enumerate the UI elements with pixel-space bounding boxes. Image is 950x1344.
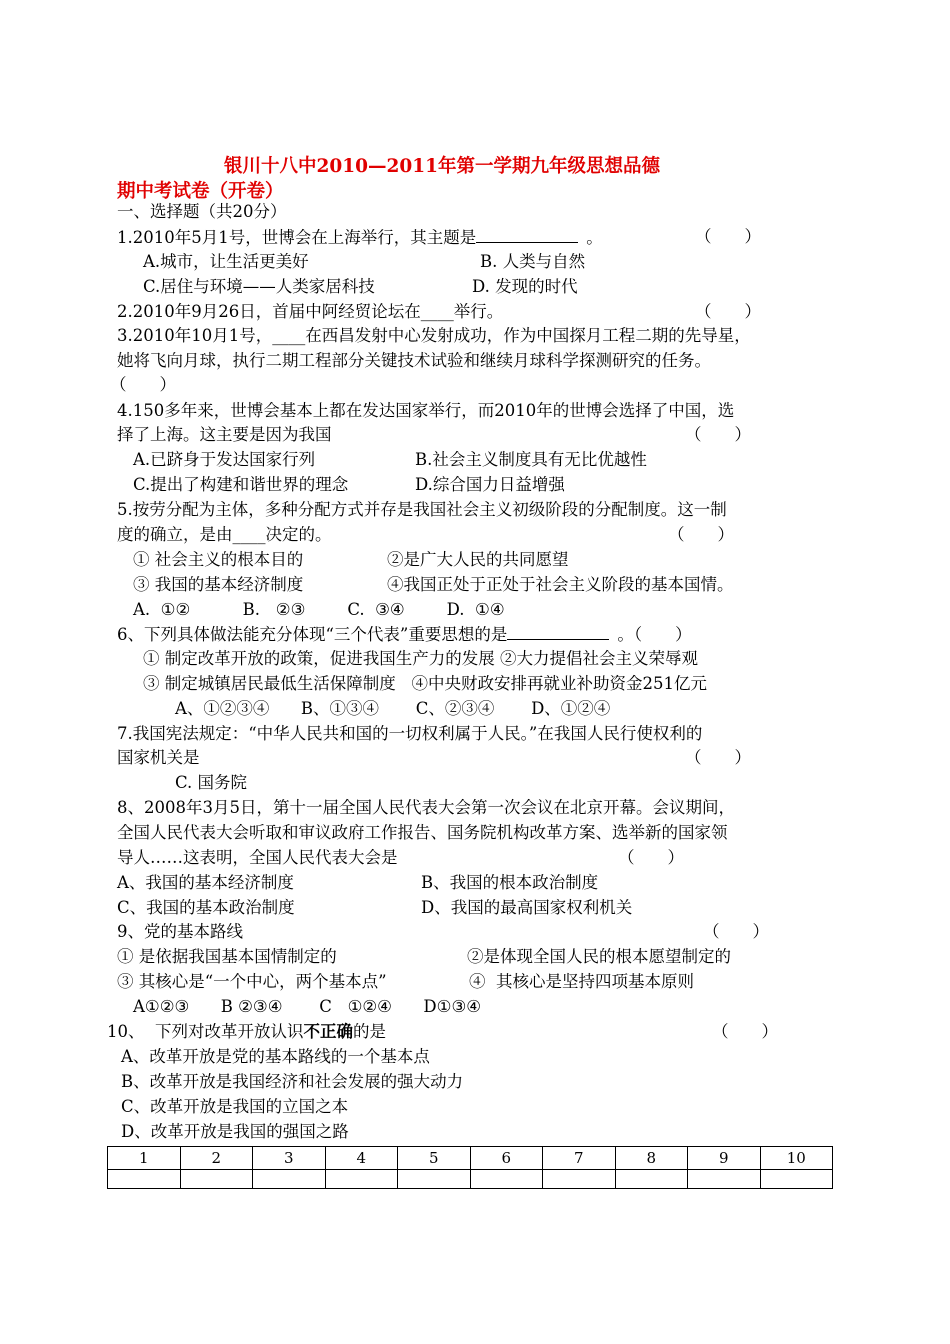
question-1-end: 。 bbox=[586, 228, 603, 247]
question-3-line2: 她将飞向月球，执行二期工程部分关键技术试验和继续月球科学探测研究的任务。 bbox=[117, 351, 711, 370]
q10-option-a: A、改革开放是党的基本路线的一个基本点 bbox=[121, 1047, 430, 1066]
question-3-line1: 3.2010年10月1号，____在西昌发射中心发射成功，作为中国探月工程二期的先导星， bbox=[117, 326, 751, 345]
q6-statement-3-4: ③ 制定城镇居民最低生活保障制度 ④中央财政安排再就业补助资金251亿元 bbox=[143, 674, 707, 693]
q9-statement-2: ②是体现全国人民的根本愿望制定的 bbox=[467, 947, 731, 966]
q4-option-d: D.综合国力日益增强 bbox=[415, 475, 565, 494]
question-8-line1: 8、2008年3月5日，第十一届全国人民代表大会第一次会议在北京开幕。会议期间， bbox=[117, 798, 735, 817]
answer-paren-1: （ ） bbox=[695, 227, 761, 246]
answer-paren-7: （ ） bbox=[685, 748, 751, 767]
answer-cell[interactable] bbox=[615, 1170, 688, 1189]
answer-table-header: 4 bbox=[325, 1147, 398, 1170]
q9-statement-1: ① 是依据我国基本国情制定的 bbox=[117, 947, 337, 966]
section-heading: 一、选择题（共20分） bbox=[117, 202, 287, 221]
answer-cell[interactable] bbox=[688, 1170, 761, 1189]
answer-cell[interactable] bbox=[760, 1170, 833, 1189]
q9-statement-3: ③ 其核心是“一个中心，两个基本点” bbox=[117, 972, 387, 991]
q1-option-d: D. 发现的时代 bbox=[472, 277, 578, 296]
answer-cell[interactable] bbox=[398, 1170, 471, 1189]
answer-blank bbox=[476, 226, 578, 243]
answer-table-header: 6 bbox=[470, 1147, 543, 1170]
q4-option-a: A.已跻身于发达国家行列 bbox=[133, 450, 316, 469]
answer-cell[interactable] bbox=[108, 1170, 181, 1189]
answer-paren-8: （ ） bbox=[618, 848, 684, 867]
answer-paren-2: （ ） bbox=[695, 302, 761, 321]
answer-cell[interactable] bbox=[325, 1170, 398, 1189]
question-1 bbox=[117, 226, 603, 249]
question-7-line1: 7.我国宪法规定：“中华人民共和国的一切权利属于人民。”在我国人民行使权利的 bbox=[117, 724, 703, 743]
q8-option-d: D、我国的最高国家权利机关 bbox=[421, 898, 633, 917]
answer-table-header: 9 bbox=[688, 1147, 761, 1170]
answer-cell[interactable] bbox=[180, 1170, 253, 1189]
question-8-line2: 全国人民代表大会听取和审议政府工作报告、国务院机构改革方案、选举新的国家领 bbox=[117, 823, 728, 842]
q5-statement-3: ③ 我国的基本经济制度 bbox=[133, 575, 304, 594]
q1-option-a: A.城市，让生活更美好 bbox=[143, 252, 309, 271]
answer-table-header: 8 bbox=[615, 1147, 688, 1170]
q1-option-b: B. 人类与自然 bbox=[480, 252, 586, 271]
answer-table-header: 3 bbox=[253, 1147, 326, 1170]
question-7-line2: 国家机关是 bbox=[117, 748, 200, 767]
answer-table bbox=[107, 1146, 833, 1189]
q10-option-b: B、改革开放是我国经济和社会发展的强大动力 bbox=[121, 1072, 464, 1091]
q4-option-b: B.社会主义制度具有无比优越性 bbox=[415, 450, 647, 469]
q6-answer-options: A、①②③④ B、①③④ C、②③④ D、①②④ bbox=[175, 699, 611, 718]
question-9: 9、党的基本路线 bbox=[117, 922, 243, 941]
question-10 bbox=[107, 1021, 386, 1043]
question-10-text: 10、 下列对改革开放认识 bbox=[107, 1022, 304, 1041]
q10-option-c: C、改革开放是我国的立国之本 bbox=[121, 1097, 349, 1116]
answer-paren-4: （ ） bbox=[685, 425, 751, 444]
answer-blank bbox=[507, 623, 609, 640]
answer-cell[interactable] bbox=[470, 1170, 543, 1189]
question-8-line3: 导人……这表明，全国人民代表大会是 bbox=[117, 848, 398, 867]
answer-table-header: 10 bbox=[760, 1147, 833, 1170]
q9-answer-options: A①②③ B ②③④ C ①②④ D①③④ bbox=[133, 997, 482, 1016]
answer-paren-3: （ ） bbox=[110, 375, 176, 394]
q8-option-c: C、我国的基本政治制度 bbox=[117, 898, 295, 917]
answer-table-header: 2 bbox=[180, 1147, 253, 1170]
q6-statement-1-2: ① 制定改革开放的政策，促进我国生产力的发展 ②大力提倡社会主义荣辱观 bbox=[143, 649, 698, 668]
question-6-text: 6、下列具体做法能充分体现“三个代表”重要思想的是 bbox=[117, 625, 508, 644]
question-6-end: 。（ ） bbox=[617, 625, 692, 644]
question-2: 2.2010年9月26日，首届中阿经贸论坛在____举行。 bbox=[117, 302, 504, 321]
q9-statement-4: ④ 其核心是坚持四项基本原则 bbox=[469, 972, 694, 991]
question-5-line1: 5.按劳分配为主体，多种分配方式并存是我国社会主义初级阶段的分配制度。这一制 bbox=[117, 500, 727, 519]
answer-paren-10: （ ） bbox=[712, 1022, 778, 1041]
question-6 bbox=[117, 623, 692, 646]
question-4-line1: 4.150多年来，世博会基本上都在发达国家举行，而2010年的世博会选择了中国，选 bbox=[117, 401, 735, 420]
answer-table-header-row bbox=[108, 1147, 833, 1170]
q8-option-a: A、我国的基本经济制度 bbox=[117, 873, 294, 892]
answer-table-header: 5 bbox=[398, 1147, 471, 1170]
answer-paren-9: （ ） bbox=[703, 922, 769, 941]
question-1-text: 1.2010年5月1号，世博会在上海举行，其主题是 bbox=[117, 228, 477, 247]
answer-cell[interactable] bbox=[543, 1170, 616, 1189]
answer-table-header: 7 bbox=[543, 1147, 616, 1170]
q8-option-b: B、我国的根本政治制度 bbox=[421, 873, 599, 892]
q1-option-c: C.居住与环境——人类家居科技 bbox=[143, 277, 375, 296]
answer-table-input-row bbox=[108, 1170, 833, 1189]
q10-option-d: D、改革开放是我国的强国之路 bbox=[121, 1122, 349, 1141]
answer-cell[interactable] bbox=[253, 1170, 326, 1189]
question-10-emphasis: 不正确 bbox=[303, 1022, 353, 1041]
q5-statement-1: ① 社会主义的根本目的 bbox=[133, 550, 304, 569]
q7-option-c: C. 国务院 bbox=[175, 773, 248, 792]
q5-answer-options: A. ①② B. ②③ C. ③④ D. ①④ bbox=[133, 600, 505, 619]
answer-paren-5: （ ） bbox=[668, 525, 734, 544]
q5-statement-2: ②是广大人民的共同愿望 bbox=[387, 550, 569, 569]
answer-table-header: 1 bbox=[108, 1147, 181, 1170]
exam-title-line2: 期中考试卷（开卷） bbox=[117, 181, 284, 202]
question-5-line2: 度的确立，是由____决定的。 bbox=[117, 525, 332, 544]
q4-option-c: C.提出了构建和谐世界的理念 bbox=[133, 475, 349, 494]
q5-statement-4: ④我国正处于正处于社会主义阶段的基本国情。 bbox=[387, 575, 734, 594]
question-4-line2: 择了上海。这主要是因为我国 bbox=[117, 425, 332, 444]
exam-title-line1: 银川十八中2010—2011年第一学期九年级思想品德 bbox=[224, 156, 660, 177]
question-10-end: 的是 bbox=[353, 1022, 386, 1041]
